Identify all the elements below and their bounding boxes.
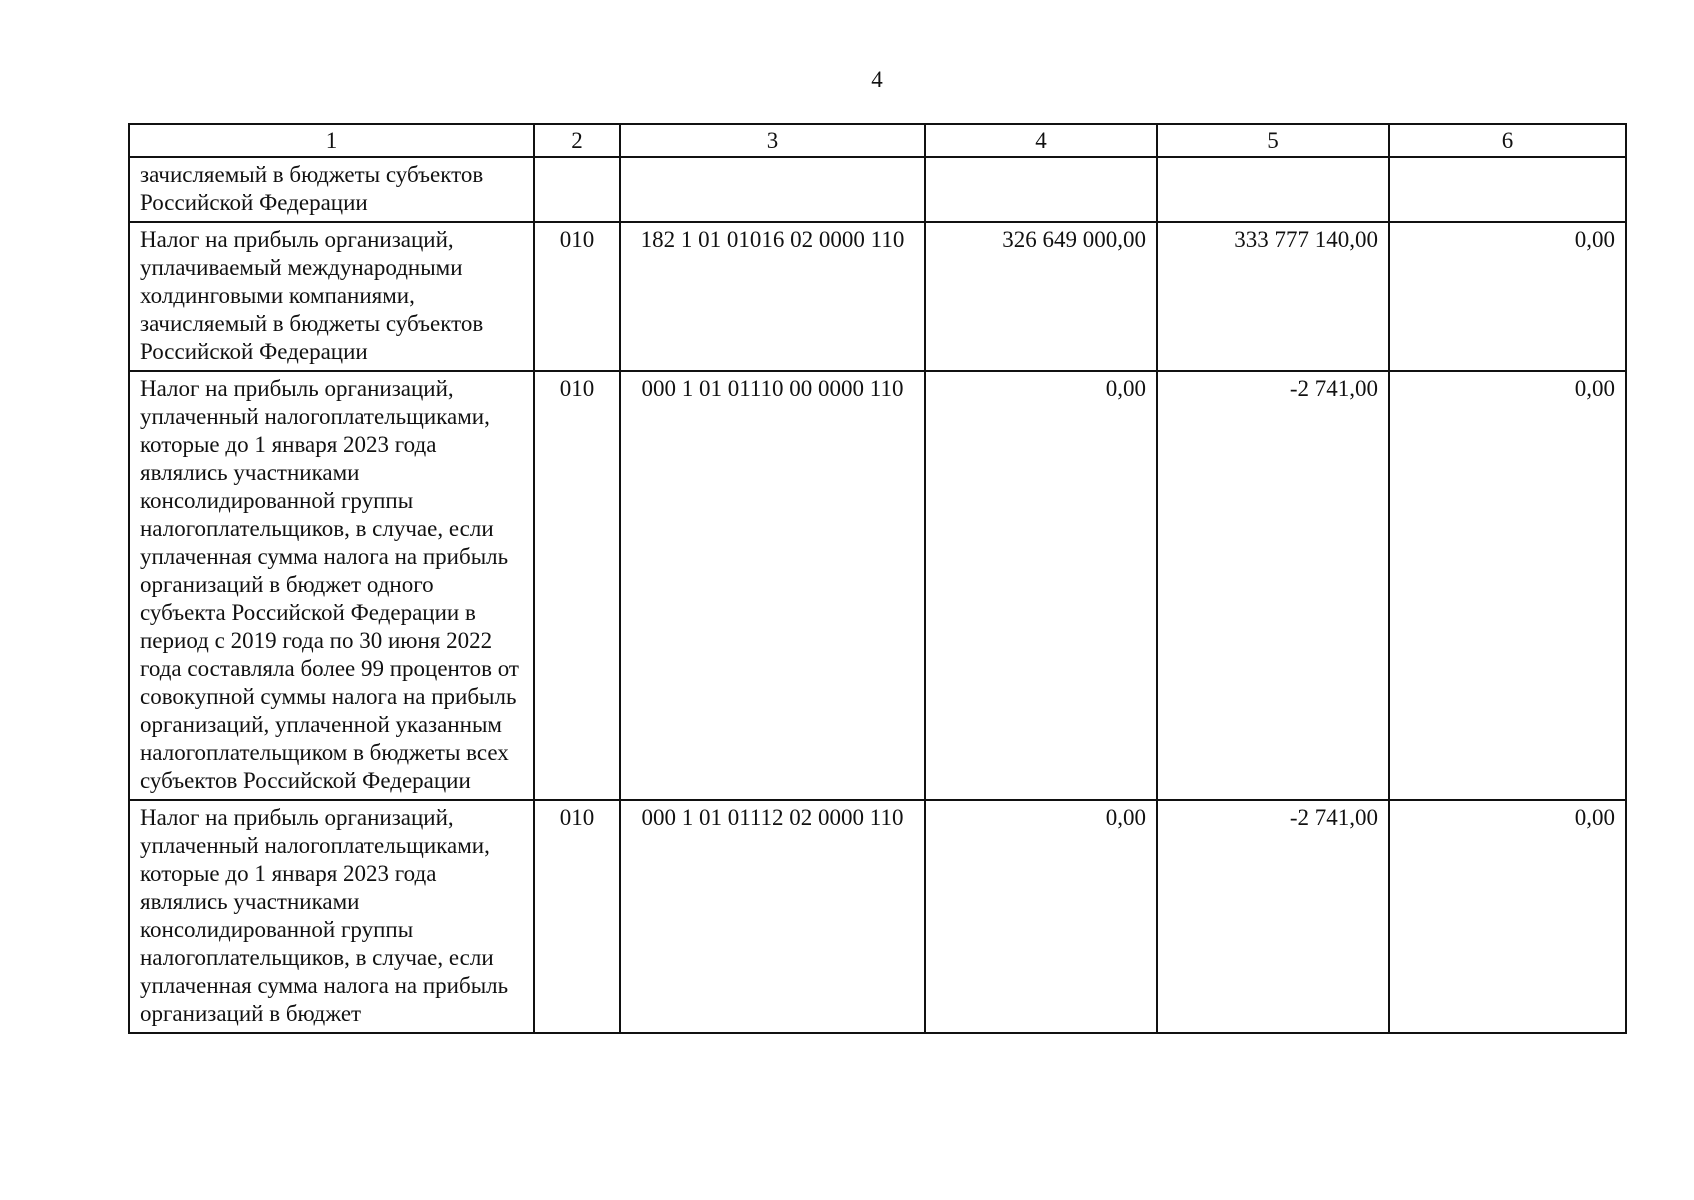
row-col4-cell (925, 157, 1157, 222)
header-cell-1: 1 (129, 124, 534, 157)
row-budget-code-cell: 000 1 01 01112 02 0000 110 (620, 800, 925, 1033)
row-col4-cell: 0,00 (925, 371, 1157, 800)
row-col4-cell: 0,00 (925, 800, 1157, 1033)
row-col6-cell (1389, 157, 1626, 222)
table-row (129, 222, 1626, 371)
row-col5-cell: 333 777 140,00 (1157, 222, 1389, 371)
row-line-code-cell: 010 (534, 800, 620, 1033)
row-name-cell: Налог на прибыль организаций, уплаченный налогоплательщиками, которые до 1 января 2023 года являлись участниками консолидированной группы налогоплательщиков, в случае, если уплаченная сумма налога на прибыль организаций в бюджет (129, 800, 534, 1033)
row-budget-code-cell (620, 157, 925, 222)
row-line-code-cell (534, 157, 620, 222)
row-col6-cell: 0,00 (1389, 371, 1626, 800)
header-cell-2: 2 (534, 124, 620, 157)
row-col5-cell (1157, 157, 1389, 222)
header-cell-3: 3 (620, 124, 925, 157)
row-name-cell: Налог на прибыль организаций, уплаченный налогоплательщиками, которые до 1 января 2023 года являлись участниками консолидированной группы налогоплательщиков, в случае, если уплаченная сумма налога на прибыль организаций в бюджет одного субъекта Российской Федерации в период с 2019 года по 30 июня 2022 года составляла более 99 процентов от совокупной суммы налога на прибыль организаций, уплаченной указанным налогоплательщиком в бюджеты всех субъектов Российской Федерации (129, 371, 534, 800)
row-name-cell: Налог на прибыль организаций, уплачиваемый международными холдинговыми компаниями, зачисляемый в бюджеты субъектов Российской Федерации (129, 222, 534, 371)
header-cell-5: 5 (1157, 124, 1389, 157)
row-name-cell: зачисляемый в бюджеты субъектов Российской Федерации (129, 157, 534, 222)
row-budget-code-cell: 182 1 01 01016 02 0000 110 (620, 222, 925, 371)
header-cell-6: 6 (1389, 124, 1626, 157)
table-row (129, 157, 1626, 222)
row-col6-cell: 0,00 (1389, 800, 1626, 1033)
header-row (129, 124, 1626, 157)
table-row (129, 800, 1626, 1033)
row-line-code-cell: 010 (534, 371, 620, 800)
row-col5-cell: -2 741,00 (1157, 371, 1389, 800)
page-number: 4 (871, 67, 883, 92)
row-col6-cell: 0,00 (1389, 222, 1626, 371)
row-budget-code-cell: 000 1 01 01110 00 0000 110 (620, 371, 925, 800)
header-cell-4: 4 (925, 124, 1157, 157)
table-row (129, 371, 1626, 800)
row-line-code-cell: 010 (534, 222, 620, 371)
budget-table (128, 123, 1627, 1034)
row-col4-cell: 326 649 000,00 (925, 222, 1157, 371)
row-col5-cell: -2 741,00 (1157, 800, 1389, 1033)
